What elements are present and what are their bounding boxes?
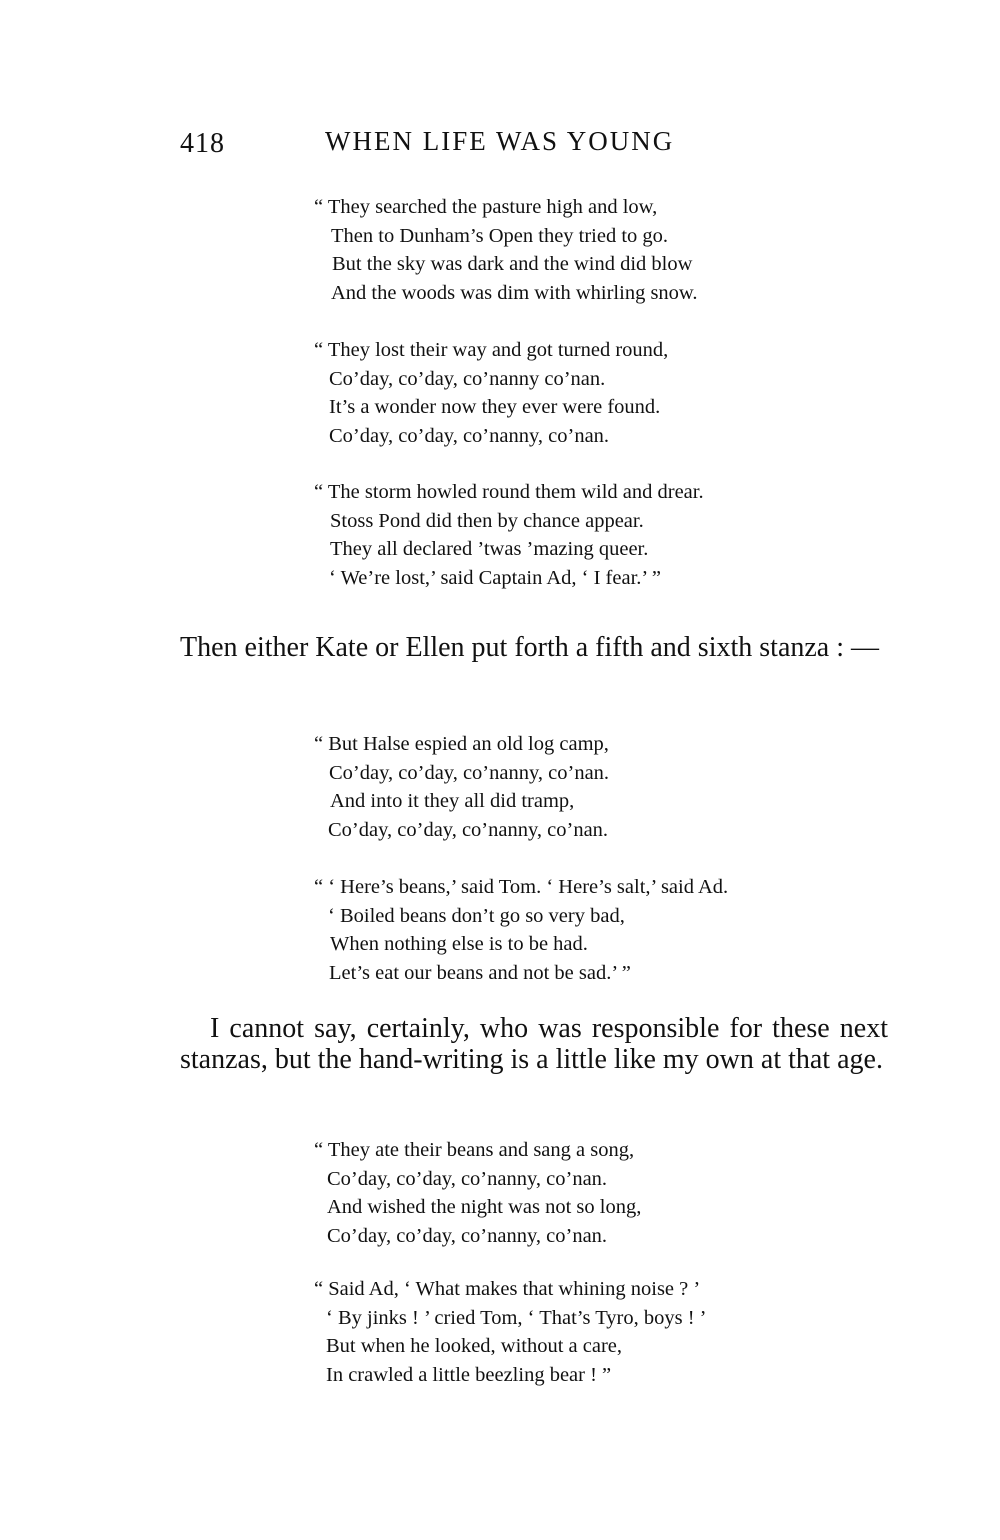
verse-line: But when he looked, without a care,	[326, 1335, 623, 1358]
verse-line: Co’day, co’day, co’nanny, co’nan.	[329, 761, 610, 784]
stanza-2	[314, 336, 668, 450]
verse-line: “ They lost their way and got turned round,	[314, 339, 669, 361]
verse-line: “ They searched the pasture high and low,	[314, 196, 658, 218]
verse-line: ‘ Boiled beans don’t go so very bad,	[328, 904, 625, 927]
verse-line: And into it they all did tramp,	[330, 790, 575, 813]
verse-line: Co’day, co’day, co’nanny, co’nan.	[327, 1167, 608, 1190]
verse-line: Co’day, co’day, co’nanny co’nan.	[329, 367, 606, 390]
stanza-5	[314, 873, 728, 987]
stanza-4	[314, 730, 609, 844]
verse-line: Then to Dunham’s Open they tried to go.	[331, 224, 669, 247]
verse-line: ‘ By jinks ! ’ cried Tom, ‘ That’s Tyro, boys ! ’	[326, 1306, 707, 1329]
stanza-1	[314, 193, 698, 307]
verse-line: In crawled a little beezling bear ! ”	[326, 1363, 612, 1386]
verse-line: Let’s eat our beans and not be sad.’ ”	[329, 961, 631, 984]
verse-line: When nothing else is to be had.	[330, 933, 588, 956]
verse-line: Co’day, co’day, co’nanny, co’nan.	[327, 1224, 608, 1247]
verse-line: But the sky was dark and the wind did blow	[332, 253, 693, 276]
prose-paragraph-2: I cannot say, certainly, who was responsible for these next stanzas, but the hand-writing is a little like my own at that age.	[180, 1013, 888, 1075]
verse-line: And the woods was dim with whirling snow.	[331, 281, 698, 304]
verse-line: It’s a wonder now they ever were found.	[329, 396, 661, 419]
verse-line: Co’day, co’day, co’nanny, co’nan.	[329, 424, 610, 447]
verse-line: Stoss Pond did then by chance appear.	[330, 509, 644, 532]
stanza-6	[314, 1136, 641, 1250]
verse-line: “ The storm howled round them wild and drear.	[314, 481, 704, 503]
running-title: WHEN LIFE WAS YOUNG	[325, 126, 675, 156]
verse-line: They all declared ’twas ’mazing queer.	[330, 538, 649, 561]
prose-paragraph-1: Then either Kate or Ellen put forth a fifth and sixth stanza : —	[180, 632, 880, 663]
verse-line: “ Said Ad, ‘ What makes that whining noise ? ’	[314, 1278, 701, 1300]
stanza-7	[314, 1275, 707, 1389]
verse-line: And wished the night was not so long,	[327, 1196, 642, 1219]
verse-line: ‘ We’re lost,’ said Captain Ad, ‘ I fear.’ ”	[329, 566, 661, 589]
verse-line: “ But Halse espied an old log camp,	[314, 733, 609, 755]
verse-line: “ They ate their beans and sang a song,	[314, 1139, 635, 1161]
verse-line: Co’day, co’day, co’nanny, co’nan.	[328, 818, 609, 841]
stanza-3	[314, 478, 704, 592]
verse-line: “ ‘ Here’s beans,’ said Tom. ‘ Here’s salt,’ said Ad.	[314, 876, 729, 898]
page-number: 418	[180, 128, 225, 159]
